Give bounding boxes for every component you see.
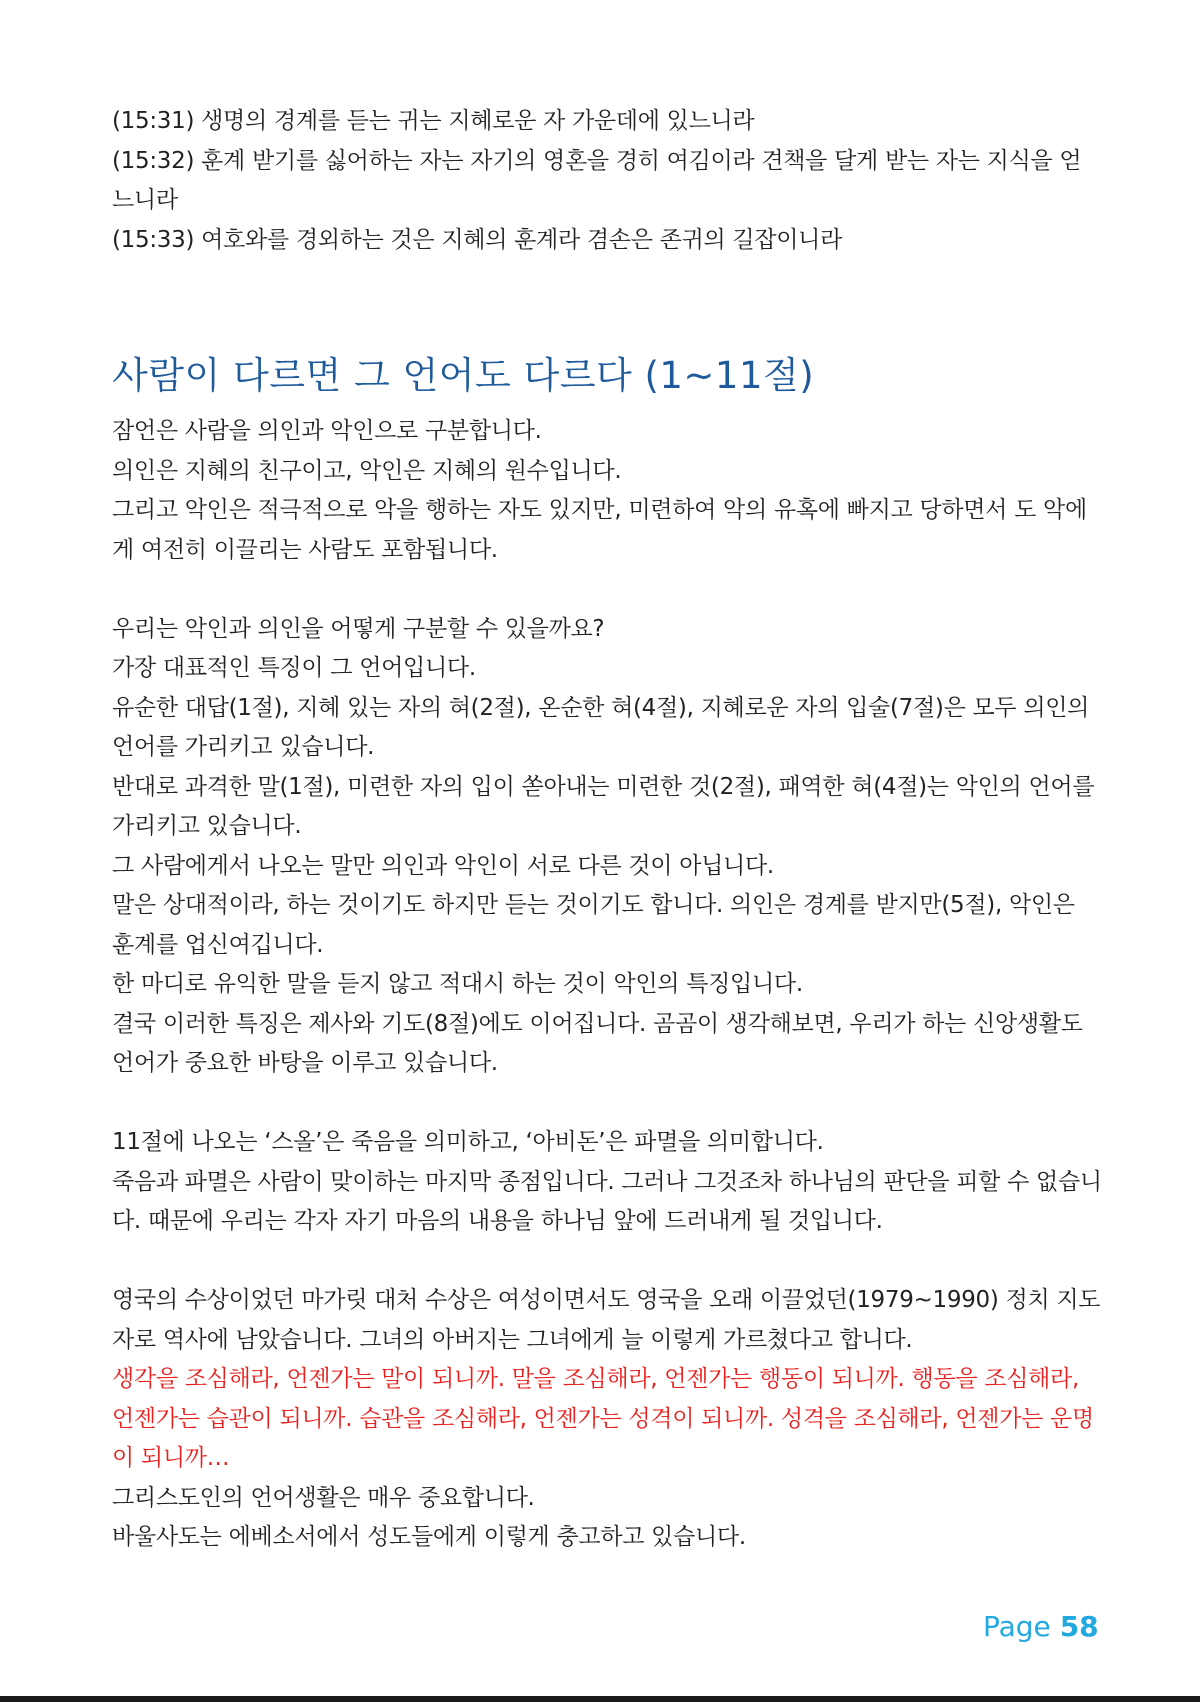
paragraph-line: 우리는 악인과 의인을 어떻게 구분할 수 있을까요?: [112, 615, 605, 642]
page-number: [983, 1610, 1099, 1643]
paragraph-line: 죽음과 파멸은 사람이 맞이하는 마지막 종점입니다. 그러나 그것조차 하나님의 판단을 피할 수 없습니다. 때문에 우리는 각자 자기 마음의 내용을 하나님 앞에 드러내게 될 것입니다.: [112, 1168, 1102, 1234]
paragraph-line: 잠언은 사람을 의인과 악인으로 구분합니다.: [112, 418, 542, 444]
verse-15-33: (15:33) 여호와를 경외하는 것은 지혜의 훈계라 겸손은 존귀의 길잡이니라: [112, 226, 843, 253]
paragraph-line: 의인은 지혜의 친구이고, 악인은 지혜의 원수입니다.: [112, 457, 622, 484]
paragraph-line: 11절에 나오는 ‘스올’은 죽음을 의미하고, ‘아비돈’은 파멸을 의미합니다.: [112, 1129, 824, 1155]
page-content: [112, 102, 1102, 1558]
section-heading: 사람이 다르면 그 언어도 다르다 (1~11절): [112, 354, 815, 397]
highlighted-quote: 생각을 조심해라, 언젠가는 말이 되니까. 말을 조심해라, 언젠가는 행동이 되니까. 행동을 조심해라, 언젠가는 습관이 되니까. 습관을 조심해라, 언젠가는 성격이 되니까. 성격을 조심해라, 언젠가는 운명이 되니까…: [112, 1366, 1094, 1471]
paragraph-line: 한 마디로 유익한 말을 듣지 않고 적대시 하는 것이 악인의 특징입니다.: [112, 971, 803, 997]
paragraph-line: 그 사람에게서 나오는 말만 의인과 악인이 서로 다른 것이 아닙니다.: [112, 852, 774, 879]
paragraph-line: 결국 이러한 특징은 제사와 기도(8절)에도 이어집니다. 곰곰이 생각해보면, 우리가 하는 신앙생활도 언어가 중요한 바탕을 이루고 있습니다.: [112, 1010, 1083, 1076]
paragraph-line: 가장 대표적인 특징이 그 언어입니다.: [112, 655, 476, 681]
page-label: Page: [983, 1610, 1051, 1643]
paragraph-line: 바울사도는 에베소서에서 성도들에게 이렇게 충고하고 있습니다.: [112, 1524, 746, 1550]
verse-15-31: (15:31) 생명의 경계를 듣는 귀는 지혜로운 자 가운데에 있느니라: [112, 108, 755, 134]
page-number-value: 58: [1059, 1610, 1099, 1643]
verse-list: [112, 102, 1102, 260]
paragraph-line: 영국의 수상이었던 마가릿 대처 수상은 여성이면서도 영국을 오래 이끌었던(1979~1990) 정치 지도자로 역사에 남았습니다. 그녀의 아버지는 그녀에게 늘 이렇게 가르쳤다고 합니다.: [112, 1287, 1101, 1353]
paragraph-line: 그리스도인의 언어생활은 매우 중요합니다.: [112, 1484, 535, 1511]
paragraph-gap: [112, 570, 1102, 610]
verse-15-32: (15:32) 훈계 받기를 싫어하는 자는 자기의 영혼을 경히 여김이라 견책을 달게 받는 자는 지식을 얻느니라: [112, 147, 1082, 213]
paragraph-line: 말은 상대적이라, 하는 것이기도 하지만 듣는 것이기도 합니다. 의인은 경계를 받지만(5절), 악인은 훈계를 업신여깁니다.: [112, 892, 1075, 958]
paragraph-line: 그리고 악인은 적극적으로 악을 행하는 자도 있지만, 미련하여 악의 유혹에 빠지고 당하면서 도 악에게 여전히 이끌리는 사람도 포함됩니다.: [112, 497, 1087, 563]
paragraph-line: 반대로 과격한 말(1절), 미련한 자의 입이 쏟아내는 미련한 것(2절), 패역한 혀(4절)는 악인의 언어를 가리키고 있습니다.: [112, 773, 1095, 839]
paragraph-line: 유순한 대답(1절), 지혜 있는 자의 혀(2절), 온순한 혀(4절), 지혜로운 자의 입술(7절)은 모두 의인의 언어를 가리키고 있습니다.: [112, 694, 1090, 760]
paragraph-gap: [112, 1084, 1102, 1124]
section-body: [112, 412, 1102, 1558]
paragraph-gap: [112, 1242, 1102, 1282]
bottom-border: [0, 1696, 1200, 1702]
